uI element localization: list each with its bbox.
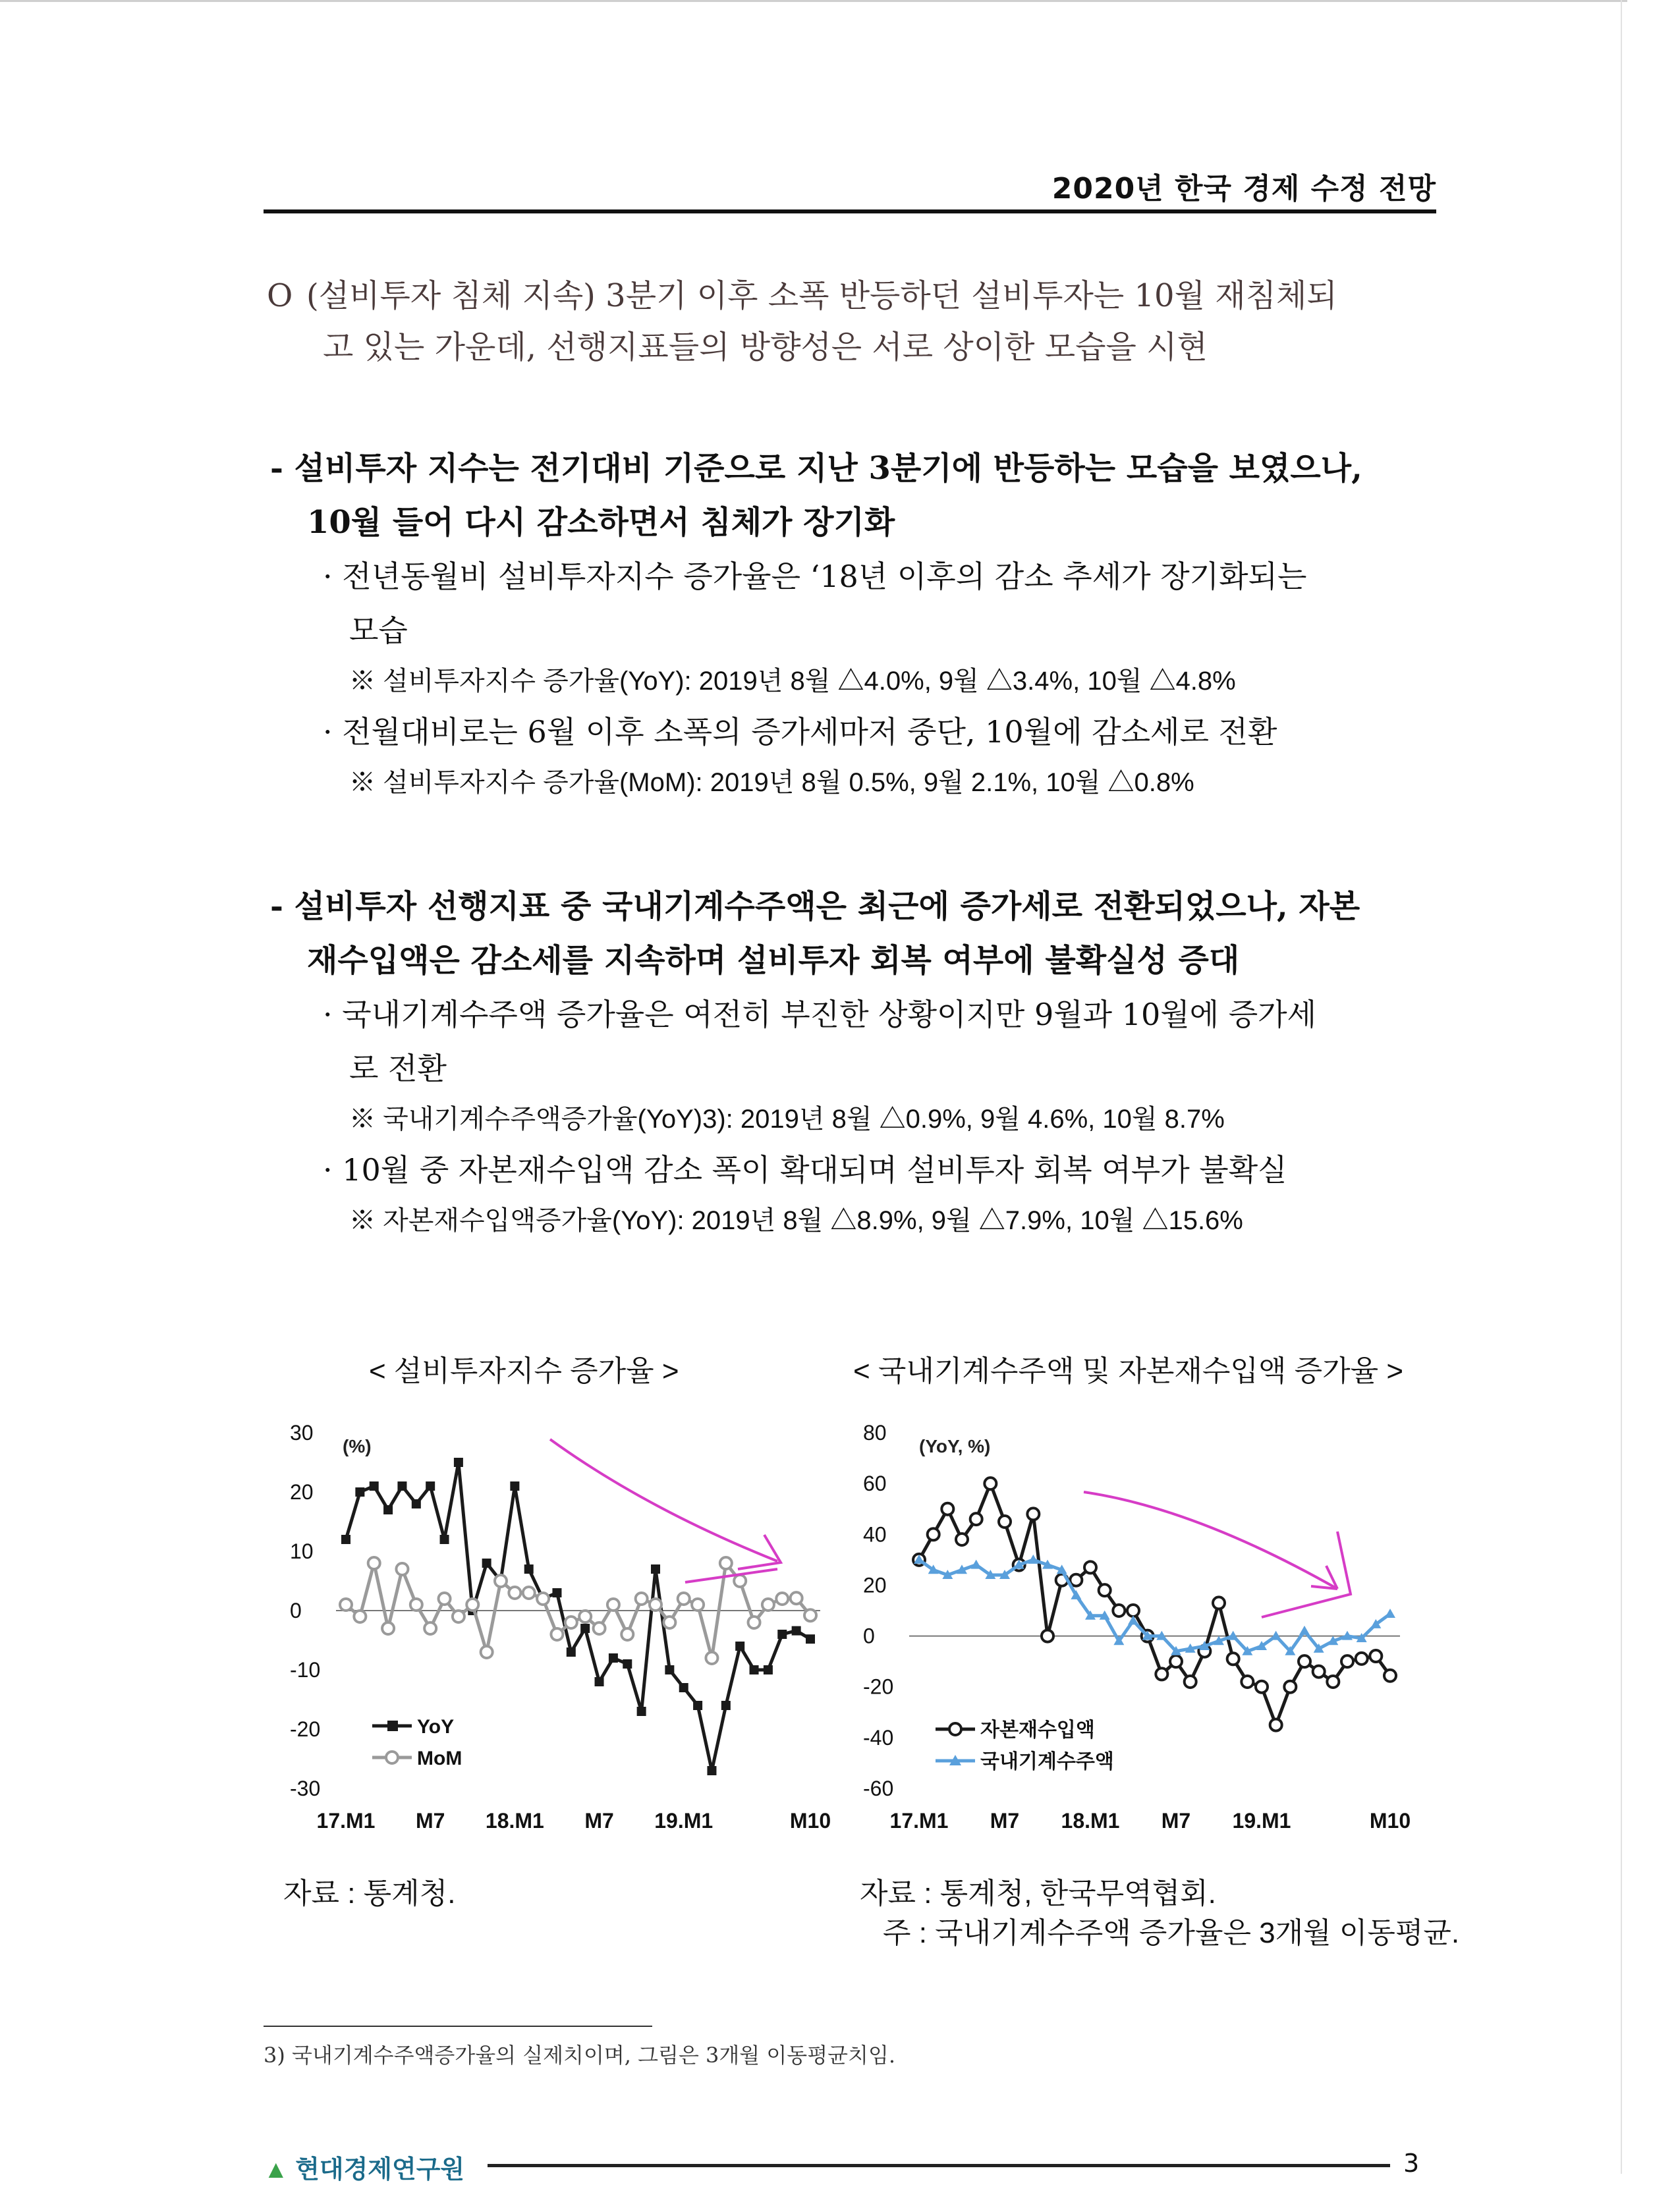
data-point-yoy	[609, 1653, 618, 1663]
x-tick-label: M7	[1161, 1809, 1191, 1833]
data-point-yoy	[595, 1677, 604, 1686]
logo-triangle-icon: ▲	[264, 2156, 289, 2184]
header-rule	[264, 209, 1436, 213]
y-tick-label: 80	[863, 1421, 887, 1445]
y-tick-label: 10	[290, 1539, 314, 1563]
x-tick-label: M7	[584, 1809, 614, 1833]
data-point-capital	[1327, 1676, 1339, 1688]
y-tick-label: -20	[863, 1674, 894, 1699]
data-point-mom	[424, 1622, 436, 1634]
series-line-capital	[919, 1483, 1390, 1725]
s2-note-2: ※ 자본재수입액증가율(YoY): 2019년 8월 △8.9%, 9월 △7.9%, 10월 △15.6%	[349, 1206, 1243, 1235]
data-point-mom	[678, 1593, 690, 1605]
chart-2-source: 자료 : 통계청, 한국무역협회.	[860, 1877, 1216, 1910]
data-point-yoy	[524, 1564, 534, 1574]
s2-bullet-1-line-1: · 국내기계수주액 증가율은 여전히 부진한 상황이지만 9월과 10월에 증가세	[323, 997, 1317, 1032]
data-point-yoy	[426, 1481, 435, 1491]
footer-rule	[488, 2164, 1390, 2167]
data-point-yoy	[750, 1665, 759, 1674]
chart-2-note: 주 : 국내기계수주액 증가율은 3개월 이동평균.	[883, 1917, 1460, 1949]
data-point-mom	[791, 1592, 802, 1604]
y-tick-label: -30	[290, 1777, 321, 1800]
data-point-mom	[762, 1599, 774, 1611]
y-tick-label: -40	[863, 1725, 894, 1750]
data-point-capital	[1170, 1655, 1182, 1667]
data-point-mom	[692, 1599, 704, 1611]
handwritten-arrow-head	[738, 1535, 781, 1569]
data-point-yoy	[792, 1626, 801, 1636]
data-point-mom	[551, 1628, 563, 1640]
x-tick-label: 17.M1	[316, 1809, 376, 1833]
data-point-machinery	[1299, 1626, 1310, 1635]
data-point-yoy	[623, 1659, 632, 1669]
data-point-yoy	[721, 1701, 731, 1710]
y-tick-label: -20	[290, 1717, 321, 1741]
footer-org: 현대경제연구원	[295, 2156, 465, 2184]
y-tick-label: -60	[863, 1777, 894, 1800]
s1-bullet-1-line-2: 모습	[349, 613, 408, 648]
data-point-capital	[1356, 1653, 1368, 1665]
data-point-capital	[1156, 1668, 1167, 1680]
data-point-capital	[1270, 1719, 1282, 1731]
data-point-capital	[1027, 1508, 1039, 1520]
data-point-yoy	[355, 1487, 364, 1497]
data-point-mom	[776, 1593, 788, 1605]
section-1	[270, 441, 1362, 806]
s2-note-1: ※ 국내기계수주액증가율(YoY)3): 2019년 8월 △0.9%, 9월 4.6%, 10월 8.7%	[349, 1105, 1225, 1134]
handwritten-arrow-2	[1262, 1532, 1351, 1617]
scan-top-edge	[0, 0, 1627, 2]
data-point-yoy	[482, 1559, 491, 1568]
y-tick-label: 20	[290, 1480, 314, 1504]
data-point-capital	[999, 1516, 1011, 1528]
data-point-capital	[1241, 1676, 1253, 1688]
legend-label-machinery: 국내기계수주액	[980, 1751, 1114, 1773]
y-tick-label: 60	[863, 1472, 887, 1496]
y-tick-label: 30	[290, 1421, 314, 1445]
data-point-machinery	[1385, 1609, 1395, 1618]
legend-label-yoy: YoY	[417, 1716, 455, 1738]
headline-line-1: (설비투자 침체 지속) 3분기 이후 소폭 반등하던 설비투자는 10월 재침체되	[306, 277, 1337, 314]
data-point-yoy	[665, 1665, 674, 1674]
x-tick-label: 17.M1	[889, 1809, 949, 1833]
s2-dash-line-1: - 설비투자 선행지표 중 국내기계수주액은 최근에 증가세로 전환되었으나, 자본	[270, 888, 1360, 925]
s2-bullet-2: · 10월 중 자본재수입액 감소 폭이 확대되며 설비투자 회복 여부가 불확실	[323, 1152, 1287, 1188]
data-point-yoy	[397, 1481, 406, 1491]
data-point-yoy	[383, 1505, 393, 1514]
s1-dash-line-2: 10월 들어 다시 감소하면서 침체가 장기화	[307, 504, 895, 541]
legend-label-mom: MoM	[417, 1748, 462, 1769]
data-point-yoy	[567, 1647, 576, 1657]
data-point-mom	[368, 1557, 380, 1569]
data-point-mom	[509, 1587, 520, 1599]
section-2	[270, 879, 1360, 1244]
footnote: 3) 국내기계수주액증가율의 실제치이며, 그림은 3개월 이동평균치임.	[264, 2043, 896, 2068]
data-point-capital	[1313, 1666, 1325, 1678]
data-point-mom	[579, 1611, 591, 1622]
s1-bullet-1-line-1: · 전년동월비 설비투자지수 증가율은 ‘18년 이후의 감소 추세가 장기화되는	[323, 559, 1307, 594]
data-point-capital	[1256, 1681, 1268, 1693]
data-point-mom	[804, 1609, 816, 1621]
data-point-yoy	[370, 1481, 379, 1491]
data-point-capital	[1042, 1630, 1053, 1642]
data-point-yoy	[806, 1634, 815, 1644]
y-unit-label: (YoY, %)	[919, 1436, 991, 1456]
data-point-mom	[537, 1593, 549, 1605]
data-point-capital	[1284, 1681, 1296, 1693]
data-point-capital	[1341, 1655, 1353, 1667]
legend-marker-mom	[386, 1752, 398, 1763]
x-tick-label: M10	[789, 1809, 831, 1833]
y-tick-label: 20	[863, 1573, 887, 1597]
data-point-mom	[495, 1575, 507, 1587]
data-point-mom	[663, 1617, 675, 1628]
data-point-mom	[523, 1587, 535, 1599]
s2-bullet-1-line-2: 로 전환	[349, 1051, 447, 1086]
data-point-capital	[941, 1503, 953, 1515]
data-point-mom	[340, 1599, 352, 1611]
s1-bullet-2: · 전월대비로는 6월 이후 소폭의 증가세마저 중단, 10월에 감소세로 전환	[323, 714, 1277, 750]
data-point-capital	[1127, 1605, 1139, 1617]
data-point-yoy	[777, 1630, 787, 1639]
data-point-mom	[720, 1557, 732, 1569]
headline-line-2: 고 있는 가운데, 선행지표들의 방향성은 서로 상이한 모습을 시현	[323, 329, 1208, 366]
x-tick-label: 19.M1	[1232, 1809, 1291, 1833]
data-point-mom	[636, 1593, 648, 1605]
footer-logo	[264, 2149, 464, 2185]
data-point-capital	[984, 1478, 996, 1489]
scan-right-edge	[1621, 0, 1622, 2174]
x-tick-label: 18.M1	[1061, 1809, 1120, 1833]
data-point-mom	[410, 1599, 422, 1611]
data-point-mom	[706, 1652, 717, 1664]
legend-marker-yoy	[387, 1721, 398, 1731]
data-point-mom	[748, 1617, 760, 1628]
data-point-yoy	[412, 1499, 421, 1508]
handwritten-trend-arrow	[550, 1439, 777, 1561]
s1-note-2: ※ 설비투자지수 증가율(MoM): 2019년 8월 0.5%, 9월 2.1%, 10월 △0.8%	[349, 768, 1194, 797]
y-tick-label: 40	[863, 1522, 887, 1547]
data-point-yoy	[552, 1588, 561, 1597]
data-point-yoy	[454, 1458, 463, 1467]
data-point-capital	[1084, 1561, 1096, 1573]
chart-1-title: < 설비투자지수 증가율 >	[369, 1355, 679, 1387]
data-point-yoy	[341, 1535, 350, 1544]
section-headline	[267, 270, 1337, 373]
data-point-mom	[594, 1622, 605, 1634]
data-point-mom	[481, 1646, 493, 1658]
y-tick-label: 0	[290, 1599, 302, 1622]
chart-1-equipment-investment	[277, 1410, 856, 1844]
chart-2-title: < 국내기계수주액 및 자본재수입액 증가율 >	[853, 1355, 1404, 1387]
data-point-capital	[1070, 1574, 1082, 1586]
s2-dash-line-2: 재수입액은 감소세를 지속하며 설비투자 회복 여부에 불확실성 증대	[307, 942, 1240, 979]
page-number: 3	[1403, 2149, 1420, 2178]
y-unit-label: (%)	[343, 1436, 372, 1456]
data-point-yoy	[679, 1683, 688, 1692]
data-point-capital	[970, 1513, 982, 1525]
legend-marker-capital	[949, 1723, 961, 1735]
x-tick-label: M7	[990, 1809, 1020, 1833]
data-point-capital	[928, 1528, 939, 1540]
report-title: 2020년 한국 경제 수정 전망	[1051, 172, 1436, 206]
y-tick-label: -10	[290, 1658, 321, 1682]
data-point-yoy	[651, 1564, 660, 1574]
data-point-mom	[396, 1563, 408, 1575]
data-point-capital	[1213, 1597, 1225, 1609]
data-point-yoy	[440, 1535, 449, 1544]
legend-label-capital: 자본재수입액	[980, 1719, 1095, 1741]
data-point-capital	[1370, 1650, 1382, 1662]
data-point-capital	[1227, 1653, 1239, 1665]
data-point-yoy	[735, 1642, 744, 1651]
data-point-mom	[650, 1599, 661, 1611]
data-point-yoy	[693, 1701, 702, 1710]
data-point-capital	[1185, 1676, 1196, 1688]
data-point-mom	[607, 1599, 619, 1611]
data-point-yoy	[637, 1707, 646, 1716]
chart-2-machinery-orders-capital-imports	[853, 1410, 1426, 1844]
data-point-yoy	[580, 1624, 590, 1633]
data-point-mom	[466, 1599, 478, 1611]
data-point-yoy	[764, 1665, 773, 1674]
footnote-rule	[264, 2026, 652, 2027]
data-point-capital	[1099, 1584, 1111, 1596]
data-point-mom	[354, 1611, 366, 1622]
data-point-machinery	[971, 1560, 982, 1569]
data-point-mom	[565, 1617, 577, 1628]
s1-dash-line-1: - 설비투자 지수는 전기대비 기준으로 지난 3분기에 반등하는 모습을 보였으나,	[270, 450, 1362, 487]
data-point-mom	[453, 1611, 464, 1622]
data-point-yoy	[707, 1766, 716, 1775]
x-tick-label: 18.M1	[485, 1809, 544, 1833]
x-tick-label: M10	[1369, 1809, 1411, 1833]
chart-1-source: 자료 : 통계청.	[283, 1877, 456, 1910]
headline-marker: O	[267, 277, 293, 314]
handwritten-trend-arrow	[1084, 1492, 1337, 1589]
data-point-capital	[1299, 1655, 1310, 1667]
data-point-capital	[1113, 1605, 1125, 1617]
x-tick-label: M7	[415, 1809, 445, 1833]
data-point-mom	[382, 1622, 394, 1634]
data-point-mom	[439, 1593, 451, 1605]
s1-note-1: ※ 설비투자지수 증가율(YoY): 2019년 8월 △4.0%, 9월 △3.4%, 10월 △4.8%	[349, 667, 1236, 696]
data-point-capital	[1384, 1670, 1396, 1682]
x-tick-label: 19.M1	[654, 1809, 714, 1833]
data-point-mom	[621, 1628, 633, 1640]
data-point-yoy	[510, 1481, 519, 1491]
data-point-capital	[956, 1534, 968, 1545]
y-tick-label: 0	[863, 1624, 875, 1648]
data-point-mom	[734, 1575, 746, 1587]
